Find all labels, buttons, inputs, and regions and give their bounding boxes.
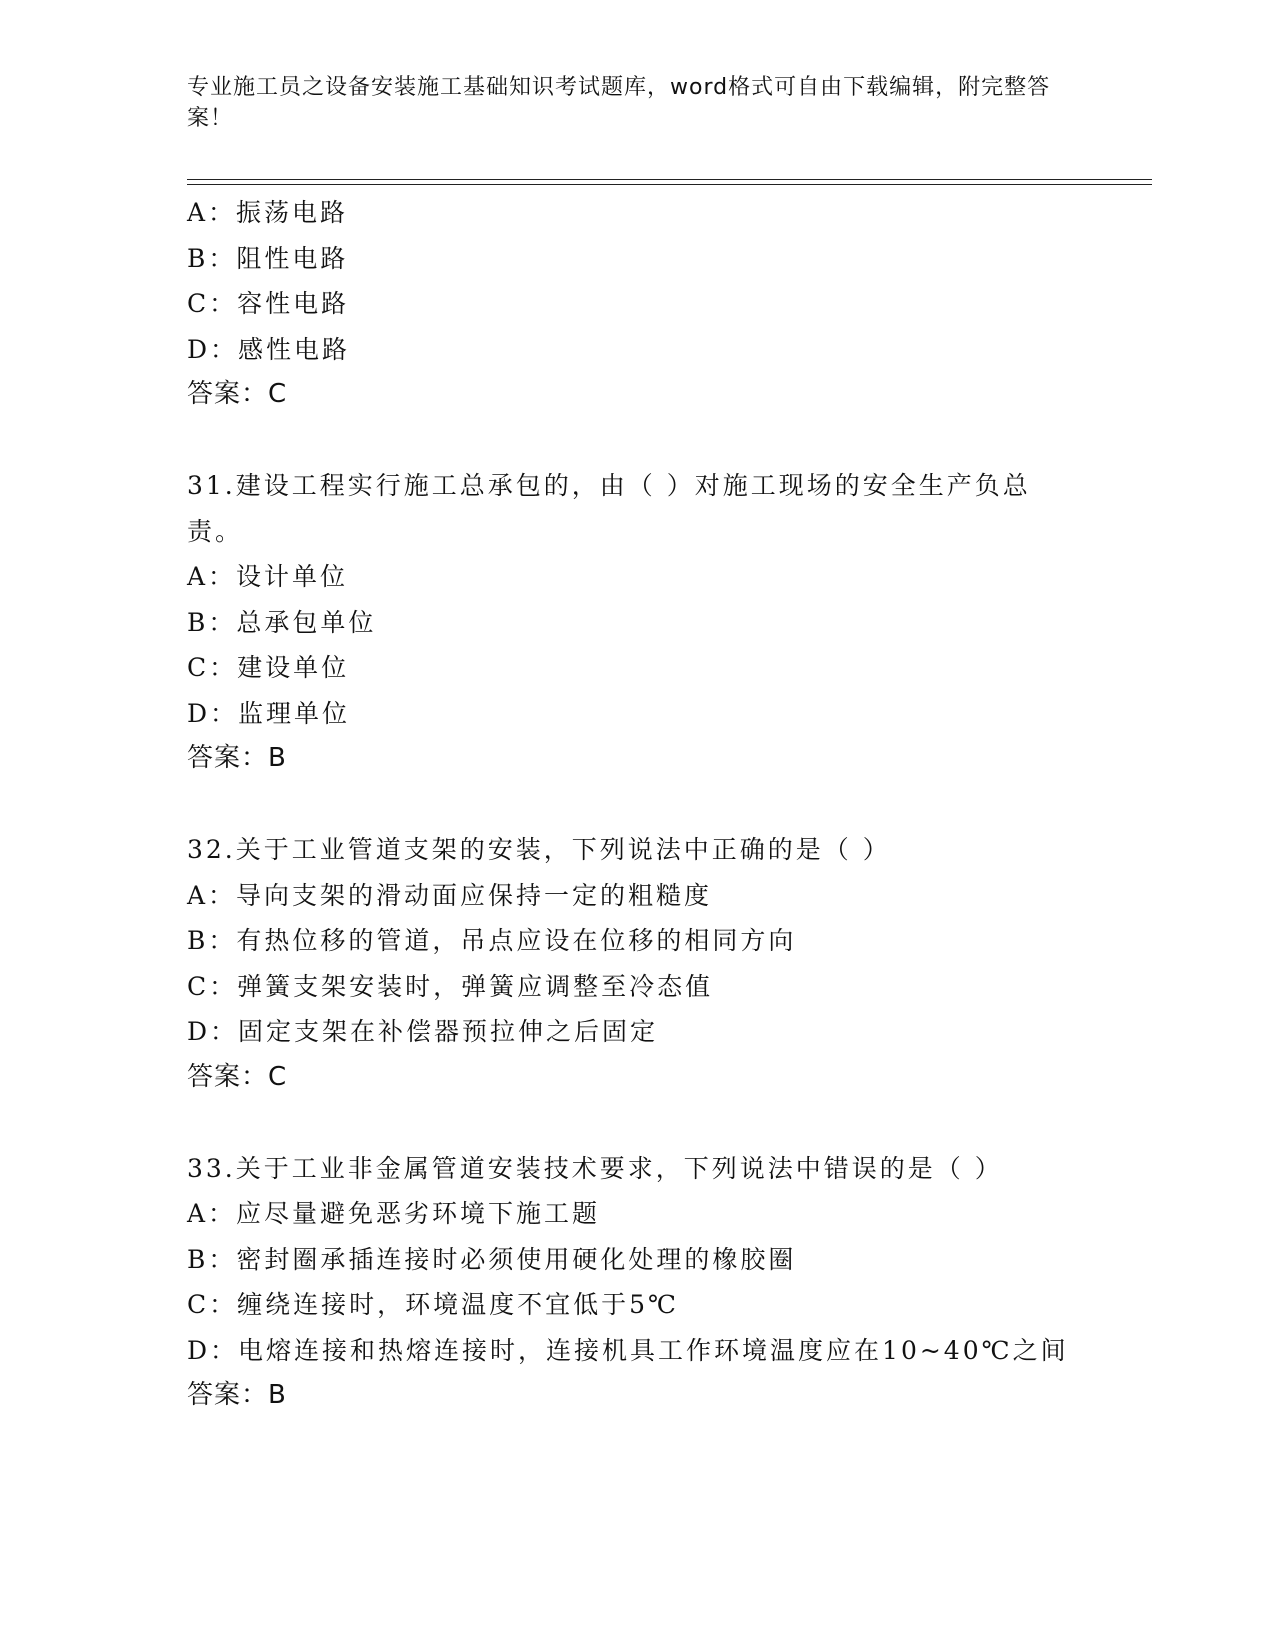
answer-line: 答案：C: [187, 379, 288, 409]
spacer: [187, 418, 1127, 464]
option-c: C：缠绕连接时，环境温度不宜低于5℃: [187, 1290, 680, 1319]
question-32: [187, 827, 1127, 1100]
option-d: D：固定支架在补偿器预拉伸之后固定: [187, 1017, 659, 1046]
option-c: C：容性电路: [187, 289, 350, 318]
option-b: B：总承包单位: [187, 607, 377, 637]
option-c: C：弹簧支架安装时，弹簧应调整至冷态值: [187, 971, 714, 1001]
header-rule-top: [187, 179, 1152, 180]
option-b: B：有热位移的管道，吊点应设在位移的相同方向: [187, 926, 797, 955]
answer-line: 答案：C: [187, 1061, 288, 1092]
question-stem: 32.关于工业管道支架的安装，下列说法中正确的是（ ）: [187, 835, 891, 864]
header-rule-bottom: [187, 184, 1152, 185]
option-a: A：应尽量避免恶劣环境下施工题: [187, 1199, 601, 1228]
option-c: C：建设单位: [187, 653, 350, 682]
option-d: D：监理单位: [187, 698, 351, 728]
option-d: D：电熔连接和热熔连接时，连接机具工作环境温度应在10~40℃之间: [187, 1335, 1069, 1365]
question-stem: 31.建设工程实行施工总承包的，由（ ）对施工现场的安全生产负总: [187, 471, 1031, 500]
question-stem: 33.关于工业非金属管道安装技术要求，下列说法中错误的是（ ）: [187, 1153, 1003, 1183]
question-list: [187, 190, 1127, 1419]
spacer: [187, 1100, 1127, 1146]
question-30-continued: [187, 190, 1127, 418]
document-header: 专业施工员之设备安装施工基础知识考试题库，word格式可自由下载编辑，附完整答案！: [187, 75, 1051, 131]
option-b: B：阻性电路: [187, 243, 349, 273]
question-33: [187, 1146, 1127, 1419]
answer-line: 答案：B: [187, 743, 287, 773]
option-a: A：振荡电路: [187, 198, 349, 227]
option-d: D：感性电路: [187, 334, 351, 364]
answer-line: 答案：B: [187, 1380, 287, 1410]
question-31: [187, 463, 1127, 782]
option-a: A：导向支架的滑动面应保持一定的粗糙度: [187, 880, 713, 910]
option-a: A：设计单位: [187, 562, 349, 591]
question-stem-continued: 责。: [187, 516, 244, 546]
spacer: [187, 782, 1127, 828]
option-b: B：密封圈承插连接时必须使用硬化处理的橡胶圈: [187, 1244, 797, 1274]
